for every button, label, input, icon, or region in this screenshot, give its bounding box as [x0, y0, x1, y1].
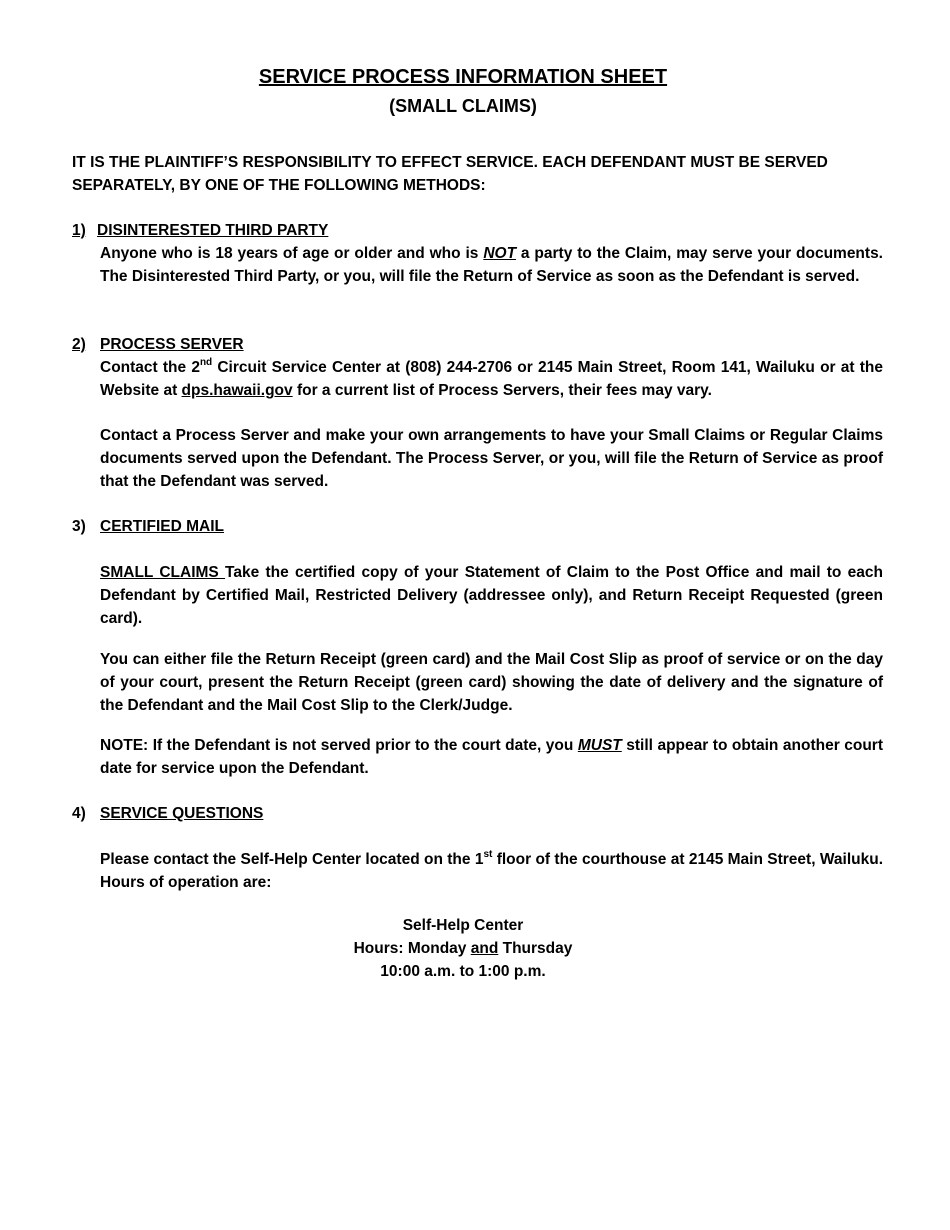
section-2-paragraph-2: Contact a Process Server and make your own arrangements to have your Small Claims or Regular Claims documents served upon the Defendant. The Process Server, or you, will file the Return of Service as proof that the Defendant was served.: [100, 427, 883, 490]
note-emphasis: MUST: [577, 737, 622, 754]
section-1-text-a: Anyone who is 18 years of age or older and who is: [100, 245, 484, 262]
hours-days-and: and: [470, 940, 499, 957]
website-link[interactable]: dps.hawaii.gov: [181, 382, 293, 399]
section-1-paragraph: [100, 242, 883, 288]
hours-block: [0, 914, 926, 983]
intro-line-1: IT IS THE PLAINTIFF’S RESPONSIBILITY TO EFFECT SERVICE. EACH DEFENDANT MUST BE SERVED: [72, 154, 828, 171]
section-3-number: 3): [72, 518, 86, 535]
section-4-paragraph: [100, 848, 883, 894]
page-subtitle: (SMALL CLAIMS): [389, 96, 537, 116]
section-3-paragraph-1: [100, 561, 883, 630]
section-1-number: 1): [72, 222, 86, 239]
section-1-emphasis: NOT: [483, 245, 517, 262]
section-4-superscript: st: [483, 849, 493, 860]
small-claims-label: SMALL CLAIMS: [100, 564, 226, 581]
section-2-text-b: Circuit Service Center at (808) 244-2706 or 2145 Main Street, Room 141, Wailuku or at the Website at: [100, 359, 883, 399]
section-2-superscript: nd: [199, 357, 213, 368]
section-3-text-a: Take the certified copy of your Statement of Claim to the Post Office and mail to each Defendant by Certified Mail, Restricted Delivery (addressee only), and Return Receipt Requested (green card).: [100, 564, 883, 627]
section-1-title: DISINTERESTED THIRD PARTY: [97, 222, 329, 239]
section-2-text-c: for a current list of Process Servers, their fees may vary.: [292, 382, 712, 399]
intro-statement: [72, 151, 832, 197]
hours-days-a: Hours: Monday: [353, 940, 471, 957]
section-2-number: 2): [72, 336, 86, 353]
section-4-number: 4): [72, 805, 86, 822]
section-4-text-a: Please contact the Self-Help Center located on the 1: [100, 851, 484, 868]
hours-time: 10:00 a.m. to 1:00 p.m.: [380, 963, 546, 980]
section-1-text-b: a party to the Claim, may serve your documents. The Disinterested Third Party, or you, will file the Return of Service as soon as the Defendant is served.: [100, 245, 883, 285]
section-4-title: SERVICE QUESTIONS: [100, 805, 264, 822]
hours-days-b: Thursday: [498, 940, 573, 957]
note-text-a: NOTE: If the Defendant is not served prior to the court date, you: [100, 737, 578, 754]
page-title: SERVICE PROCESS INFORMATION SHEET: [258, 66, 668, 88]
section-2-title: PROCESS SERVER: [100, 336, 244, 353]
note-text-b: still appear to obtain another court date for service upon the Defendant.: [100, 737, 883, 777]
section-3-title: CERTIFIED MAIL: [100, 518, 224, 535]
hours-days: [0, 937, 926, 960]
section-3-note: [100, 734, 883, 780]
intro-line-2: SEPARATELY, BY ONE OF THE FOLLOWING METHODS:: [72, 177, 486, 194]
section-3-paragraph-2: You can either file the Return Receipt (green card) and the Mail Cost Slip as proof of service or on the day of your court, present the Return Receipt (green card) showing the date of delivery and the signature of the Defendant and the Mail Cost Slip to the Clerk/Judge.: [100, 651, 883, 714]
center-name: Self-Help Center: [402, 917, 524, 934]
section-2-text-a: Contact the 2: [100, 359, 200, 376]
section-2-paragraph-1: [100, 356, 883, 402]
section-4-text-b: floor of the courthouse at 2145 Main Street, Wailuku. Hours of operation are:: [100, 851, 883, 891]
